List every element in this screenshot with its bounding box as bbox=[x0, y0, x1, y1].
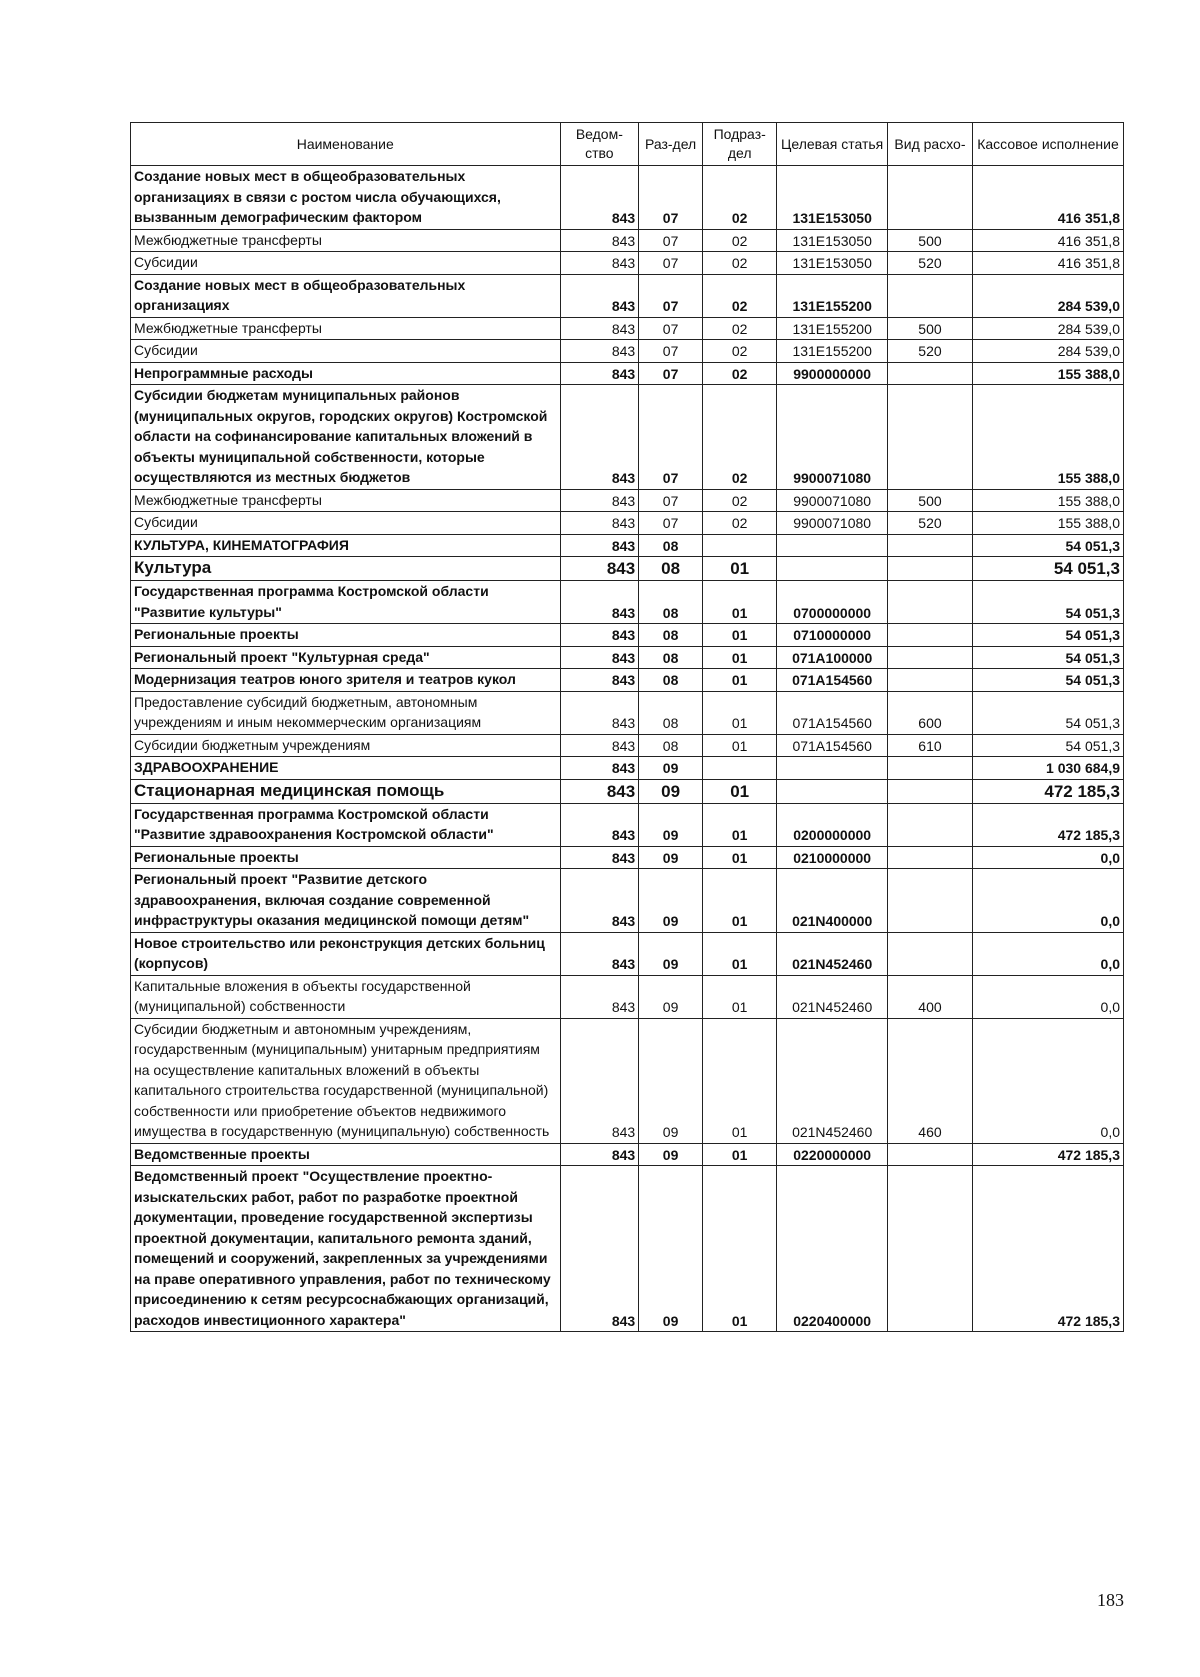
cell-exp-type bbox=[887, 274, 972, 317]
cell-exp-type: 400 bbox=[887, 975, 972, 1018]
cell-subsection: 01 bbox=[702, 1143, 776, 1166]
cell-article: 071A154560 bbox=[777, 734, 888, 757]
cell-subsection: 01 bbox=[702, 779, 776, 803]
cell-amount: 54 051,3 bbox=[972, 534, 1123, 557]
cell-amount: 472 185,3 bbox=[972, 779, 1123, 803]
cell-article: 0210000000 bbox=[777, 846, 888, 869]
header-exp-type: Вид расхо- bbox=[887, 123, 972, 166]
cell-section: 07 bbox=[639, 489, 703, 512]
cell-exp-type: 500 bbox=[887, 229, 972, 252]
table-row bbox=[131, 229, 1124, 252]
cell-exp-type bbox=[887, 932, 972, 975]
cell-article: 9900000000 bbox=[777, 362, 888, 385]
cell-exp-type bbox=[887, 1166, 972, 1332]
cell-subsection: 01 bbox=[702, 581, 776, 624]
cell-dept: 843 bbox=[560, 274, 639, 317]
cell-exp-type: 500 bbox=[887, 489, 972, 512]
table-row bbox=[131, 869, 1124, 933]
cell-section: 08 bbox=[639, 534, 703, 557]
cell-dept: 843 bbox=[560, 846, 639, 869]
cell-dept: 843 bbox=[560, 691, 639, 734]
table-row bbox=[131, 274, 1124, 317]
cell-article: 131E155200 bbox=[777, 317, 888, 340]
cell-name: Субсидии bbox=[131, 252, 561, 275]
cell-exp-type bbox=[887, 869, 972, 933]
cell-amount: 155 388,0 bbox=[972, 385, 1123, 490]
table-row bbox=[131, 691, 1124, 734]
cell-dept: 843 bbox=[560, 362, 639, 385]
cell-section: 07 bbox=[639, 229, 703, 252]
cell-subsection: 02 bbox=[702, 229, 776, 252]
cell-dept: 843 bbox=[560, 1143, 639, 1166]
cell-amount: 54 051,3 bbox=[972, 669, 1123, 692]
cell-subsection: 02 bbox=[702, 362, 776, 385]
cell-subsection: 02 bbox=[702, 317, 776, 340]
header-name: Наименование bbox=[131, 123, 561, 166]
table-row bbox=[131, 534, 1124, 557]
cell-section: 09 bbox=[639, 803, 703, 846]
table-row bbox=[131, 581, 1124, 624]
cell-name: Стационарная медицинская помощь bbox=[131, 779, 561, 803]
cell-name: Ведомственный проект "Осуществление проектно-изыскательских работ, работ по разработке проектной документации, проведение государственной экспертизы проектной документации, капитального ремонта зданий, помещений и сооружений, закрепленных за учреждениями на праве оперативного управления, работ по техническому присоединению к сетям ресурсоснабжающих организаций, расходов инвестиционного характера" bbox=[131, 1166, 561, 1332]
cell-article: 071A154560 bbox=[777, 669, 888, 692]
cell-name: Непрограммные расходы bbox=[131, 362, 561, 385]
cell-name: Субсидии bbox=[131, 340, 561, 363]
cell-section: 09 bbox=[639, 932, 703, 975]
cell-amount: 54 051,3 bbox=[972, 624, 1123, 647]
cell-section: 07 bbox=[639, 512, 703, 535]
cell-subsection: 02 bbox=[702, 489, 776, 512]
cell-section: 09 bbox=[639, 846, 703, 869]
cell-amount: 0,0 bbox=[972, 975, 1123, 1018]
table-body bbox=[131, 166, 1124, 1332]
cell-dept: 843 bbox=[560, 489, 639, 512]
cell-amount: 54 051,3 bbox=[972, 581, 1123, 624]
cell-section: 08 bbox=[639, 557, 703, 581]
cell-subsection: 01 bbox=[702, 669, 776, 692]
cell-article: 0710000000 bbox=[777, 624, 888, 647]
cell-dept: 843 bbox=[560, 803, 639, 846]
cell-subsection: 02 bbox=[702, 340, 776, 363]
cell-section: 09 bbox=[639, 1018, 703, 1143]
table-row bbox=[131, 512, 1124, 535]
table-row bbox=[131, 646, 1124, 669]
cell-section: 09 bbox=[639, 757, 703, 780]
cell-exp-type bbox=[887, 581, 972, 624]
header-subsection: Подраз-дел bbox=[702, 123, 776, 166]
cell-amount: 472 185,3 bbox=[972, 1143, 1123, 1166]
cell-name: Культура bbox=[131, 557, 561, 581]
cell-section: 09 bbox=[639, 1143, 703, 1166]
cell-article: 131E153050 bbox=[777, 229, 888, 252]
cell-dept: 843 bbox=[560, 624, 639, 647]
cell-dept: 843 bbox=[560, 646, 639, 669]
cell-amount: 416 351,8 bbox=[972, 252, 1123, 275]
cell-exp-type: 520 bbox=[887, 340, 972, 363]
cell-section: 08 bbox=[639, 624, 703, 647]
cell-section: 08 bbox=[639, 691, 703, 734]
cell-subsection: 01 bbox=[702, 846, 776, 869]
cell-subsection: 01 bbox=[702, 1166, 776, 1332]
cell-subsection: 01 bbox=[702, 624, 776, 647]
cell-exp-type bbox=[887, 534, 972, 557]
table-row bbox=[131, 557, 1124, 581]
cell-section: 07 bbox=[639, 340, 703, 363]
cell-exp-type bbox=[887, 669, 972, 692]
cell-article: 9900071080 bbox=[777, 489, 888, 512]
cell-amount: 54 051,3 bbox=[972, 646, 1123, 669]
cell-name: Государственная программа Костромской области "Развитие здравоохранения Костромской области" bbox=[131, 803, 561, 846]
cell-article bbox=[777, 557, 888, 581]
cell-exp-type bbox=[887, 385, 972, 490]
header-row bbox=[131, 123, 1124, 166]
cell-name: Создание новых мест в общеобразовательных организациях в связи с ростом числа обучающихся, вызванным демографическим фактором bbox=[131, 166, 561, 230]
cell-subsection: 01 bbox=[702, 975, 776, 1018]
header-dept: Ведом-ство bbox=[560, 123, 639, 166]
cell-exp-type bbox=[887, 166, 972, 230]
cell-article: 9900071080 bbox=[777, 512, 888, 535]
cell-dept: 843 bbox=[560, 975, 639, 1018]
cell-name: Модернизация театров юного зрителя и театров кукол bbox=[131, 669, 561, 692]
cell-dept: 843 bbox=[560, 932, 639, 975]
cell-exp-type bbox=[887, 557, 972, 581]
cell-exp-type: 500 bbox=[887, 317, 972, 340]
cell-article: 131E153050 bbox=[777, 166, 888, 230]
table-row bbox=[131, 252, 1124, 275]
cell-amount: 472 185,3 bbox=[972, 803, 1123, 846]
cell-section: 09 bbox=[639, 975, 703, 1018]
cell-amount: 155 388,0 bbox=[972, 362, 1123, 385]
cell-amount: 0,0 bbox=[972, 932, 1123, 975]
table-row bbox=[131, 362, 1124, 385]
cell-exp-type bbox=[887, 646, 972, 669]
table-row bbox=[131, 803, 1124, 846]
cell-exp-type: 610 bbox=[887, 734, 972, 757]
cell-article: 021N452460 bbox=[777, 1018, 888, 1143]
cell-amount: 416 351,8 bbox=[972, 229, 1123, 252]
table-row bbox=[131, 1166, 1124, 1332]
cell-name: Капитальные вложения в объекты государственной (муниципальной) собственности bbox=[131, 975, 561, 1018]
table-row bbox=[131, 734, 1124, 757]
cell-amount: 0,0 bbox=[972, 869, 1123, 933]
cell-article: 021N400000 bbox=[777, 869, 888, 933]
cell-amount: 0,0 bbox=[972, 1018, 1123, 1143]
cell-article: 021N452460 bbox=[777, 975, 888, 1018]
cell-article: 131E153050 bbox=[777, 252, 888, 275]
cell-exp-type bbox=[887, 757, 972, 780]
cell-name: КУЛЬТУРА, КИНЕМАТОГРАФИЯ bbox=[131, 534, 561, 557]
cell-exp-type: 520 bbox=[887, 252, 972, 275]
header-article: Целевая статья bbox=[777, 123, 888, 166]
cell-amount: 0,0 bbox=[972, 846, 1123, 869]
cell-dept: 843 bbox=[560, 669, 639, 692]
cell-dept: 843 bbox=[560, 1166, 639, 1332]
cell-subsection: 02 bbox=[702, 385, 776, 490]
cell-dept: 843 bbox=[560, 779, 639, 803]
cell-article: 0220400000 bbox=[777, 1166, 888, 1332]
cell-name: Субсидии бюджетным и автономным учреждениям, государственным (муниципальным) унитарным предприятиям на осуществление капитальных вложений в объекты капитального строительства государственной (муниципальной) собственности или приобретение объектов недвижимого имущества в государственную (муниципальную) собственность bbox=[131, 1018, 561, 1143]
cell-article: 9900071080 bbox=[777, 385, 888, 490]
table-row bbox=[131, 846, 1124, 869]
cell-section: 07 bbox=[639, 252, 703, 275]
cell-amount: 54 051,3 bbox=[972, 691, 1123, 734]
table-row bbox=[131, 975, 1124, 1018]
cell-amount: 416 351,8 bbox=[972, 166, 1123, 230]
cell-section: 08 bbox=[639, 734, 703, 757]
cell-name: Региональный проект "Культурная среда" bbox=[131, 646, 561, 669]
cell-dept: 843 bbox=[560, 252, 639, 275]
cell-article: 071A154560 bbox=[777, 691, 888, 734]
cell-section: 07 bbox=[639, 317, 703, 340]
cell-section: 07 bbox=[639, 166, 703, 230]
cell-section: 07 bbox=[639, 385, 703, 490]
table-row bbox=[131, 757, 1124, 780]
cell-article: 131E155200 bbox=[777, 340, 888, 363]
cell-section: 07 bbox=[639, 274, 703, 317]
table-row bbox=[131, 932, 1124, 975]
cell-exp-type bbox=[887, 1143, 972, 1166]
cell-exp-type bbox=[887, 624, 972, 647]
cell-article: 0700000000 bbox=[777, 581, 888, 624]
cell-subsection: 01 bbox=[702, 557, 776, 581]
table-row bbox=[131, 340, 1124, 363]
cell-article: 0220000000 bbox=[777, 1143, 888, 1166]
cell-subsection: 02 bbox=[702, 512, 776, 535]
cell-article: 071A100000 bbox=[777, 646, 888, 669]
cell-exp-type: 600 bbox=[887, 691, 972, 734]
cell-amount: 54 051,3 bbox=[972, 734, 1123, 757]
cell-dept: 843 bbox=[560, 1018, 639, 1143]
cell-subsection: 01 bbox=[702, 803, 776, 846]
table-row bbox=[131, 489, 1124, 512]
table-row bbox=[131, 779, 1124, 803]
table-row bbox=[131, 1143, 1124, 1166]
cell-name: Предоставление субсидий бюджетным, автономным учреждениям и иным некоммерческим организациям bbox=[131, 691, 561, 734]
cell-amount: 284 539,0 bbox=[972, 317, 1123, 340]
cell-amount: 284 539,0 bbox=[972, 274, 1123, 317]
cell-amount: 54 051,3 bbox=[972, 557, 1123, 581]
cell-section: 07 bbox=[639, 362, 703, 385]
cell-amount: 284 539,0 bbox=[972, 340, 1123, 363]
cell-dept: 843 bbox=[560, 512, 639, 535]
cell-name: Новое строительство или реконструкция детских больниц (корпусов) bbox=[131, 932, 561, 975]
cell-subsection: 01 bbox=[702, 646, 776, 669]
cell-dept: 843 bbox=[560, 734, 639, 757]
cell-subsection: 01 bbox=[702, 869, 776, 933]
cell-dept: 843 bbox=[560, 757, 639, 780]
cell-section: 08 bbox=[639, 646, 703, 669]
cell-article: 131E155200 bbox=[777, 274, 888, 317]
cell-amount: 1 030 684,9 bbox=[972, 757, 1123, 780]
page-number: 183 bbox=[1097, 1590, 1124, 1610]
cell-subsection: 01 bbox=[702, 734, 776, 757]
cell-article bbox=[777, 534, 888, 557]
cell-exp-type: 520 bbox=[887, 512, 972, 535]
cell-subsection: 02 bbox=[702, 166, 776, 230]
cell-article bbox=[777, 757, 888, 780]
cell-exp-type bbox=[887, 803, 972, 846]
cell-exp-type bbox=[887, 362, 972, 385]
cell-name: Региональные проекты bbox=[131, 624, 561, 647]
cell-article: 021N452460 bbox=[777, 932, 888, 975]
cell-subsection: 02 bbox=[702, 274, 776, 317]
cell-dept: 843 bbox=[560, 557, 639, 581]
cell-name: ЗДРАВООХРАНЕНИЕ bbox=[131, 757, 561, 780]
cell-article: 0200000000 bbox=[777, 803, 888, 846]
cell-name: Межбюджетные трансферты bbox=[131, 229, 561, 252]
cell-dept: 843 bbox=[560, 534, 639, 557]
cell-dept: 843 bbox=[560, 340, 639, 363]
cell-exp-type: 460 bbox=[887, 1018, 972, 1143]
cell-subsection: 01 bbox=[702, 932, 776, 975]
cell-subsection bbox=[702, 757, 776, 780]
cell-exp-type bbox=[887, 779, 972, 803]
cell-name: Ведомственные проекты bbox=[131, 1143, 561, 1166]
cell-amount: 472 185,3 bbox=[972, 1166, 1123, 1332]
cell-name: Субсидии бюджетам муниципальных районов (муниципальных округов, городских округов) Костромской области на софинансирование капитальных вложений в объекты муниципальной собственности, которые осуществляются из местных бюджетов bbox=[131, 385, 561, 490]
cell-dept: 843 bbox=[560, 385, 639, 490]
table-row bbox=[131, 1018, 1124, 1143]
cell-name: Государственная программа Костромской области "Развитие культуры" bbox=[131, 581, 561, 624]
cell-name: Региональные проекты bbox=[131, 846, 561, 869]
cell-name: Субсидии bbox=[131, 512, 561, 535]
cell-subsection: 01 bbox=[702, 1018, 776, 1143]
table-row bbox=[131, 624, 1124, 647]
cell-name: Региональный проект "Развитие детского здравоохранения, включая создание современной инфраструктуры оказания медицинской помощи детям" bbox=[131, 869, 561, 933]
cell-dept: 843 bbox=[560, 317, 639, 340]
cell-dept: 843 bbox=[560, 869, 639, 933]
cell-subsection bbox=[702, 534, 776, 557]
cell-section: 09 bbox=[639, 869, 703, 933]
cell-section: 09 bbox=[639, 779, 703, 803]
table-row bbox=[131, 317, 1124, 340]
cell-amount: 155 388,0 bbox=[972, 489, 1123, 512]
cell-name: Межбюджетные трансферты bbox=[131, 317, 561, 340]
cell-name: Субсидии бюджетным учреждениям bbox=[131, 734, 561, 757]
cell-dept: 843 bbox=[560, 229, 639, 252]
cell-section: 09 bbox=[639, 1166, 703, 1332]
header-execution: Кассовое исполнение bbox=[972, 123, 1123, 166]
cell-dept: 843 bbox=[560, 166, 639, 230]
cell-subsection: 02 bbox=[702, 252, 776, 275]
cell-name: Межбюджетные трансферты bbox=[131, 489, 561, 512]
table-row bbox=[131, 385, 1124, 490]
table-row bbox=[131, 166, 1124, 230]
cell-name: Создание новых мест в общеобразовательных организациях bbox=[131, 274, 561, 317]
table-row bbox=[131, 669, 1124, 692]
budget-table bbox=[130, 122, 1124, 1332]
cell-section: 08 bbox=[639, 669, 703, 692]
cell-dept: 843 bbox=[560, 581, 639, 624]
header-section: Раз-дел bbox=[639, 123, 703, 166]
cell-article bbox=[777, 779, 888, 803]
cell-subsection: 01 bbox=[702, 691, 776, 734]
cell-amount: 155 388,0 bbox=[972, 512, 1123, 535]
cell-section: 08 bbox=[639, 581, 703, 624]
cell-exp-type bbox=[887, 846, 972, 869]
